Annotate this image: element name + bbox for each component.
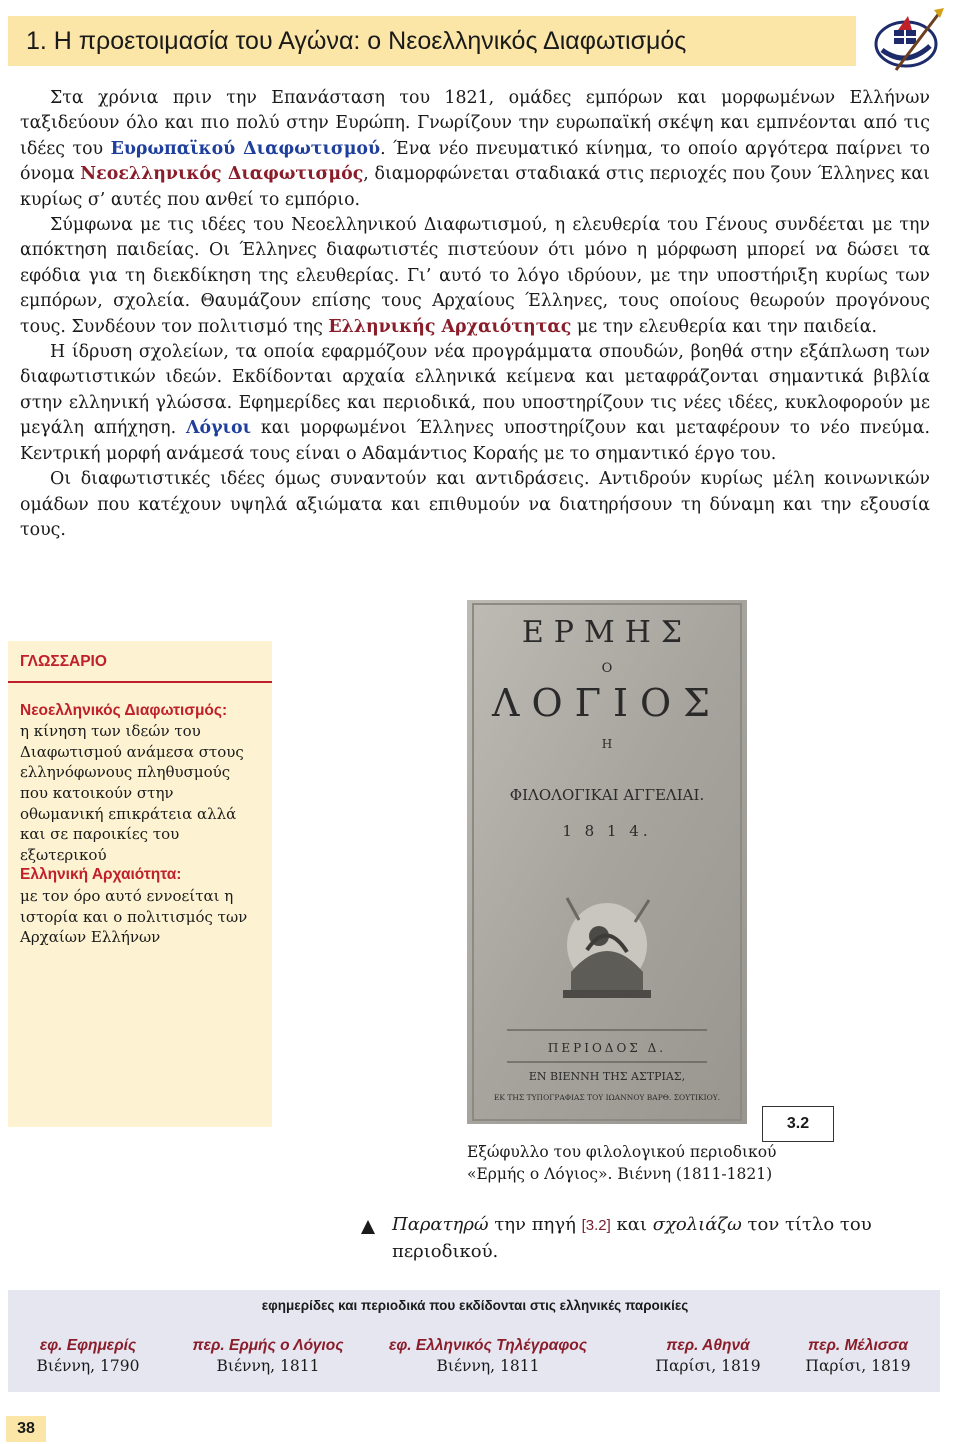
publications-heading: εφημερίδες και περιοδικά που εκδίδονται στις ελληνικές παροικίες bbox=[261, 1298, 689, 1313]
publication-item bbox=[788, 1336, 928, 1376]
cover-year: 1 8 1 4. bbox=[562, 822, 652, 840]
keyword-european-enlightenment: Ευρωπαϊκού Διαφωτισμού bbox=[110, 138, 381, 159]
chapter-title: 1. Η προετοιμασία του Αγώνα: ο Νεοελληνικός Διαφωτισμός bbox=[26, 27, 687, 55]
figure-caption: Εξώφυλλο του φιλολογικού περιοδικού «Ερμής ο Λόγιος». Βιέννη (1811-1821) bbox=[467, 1143, 777, 1183]
cover-title-hermes: ΕΡΜΗΣ bbox=[521, 615, 693, 650]
cover-article: Ο bbox=[601, 661, 613, 676]
page-number: 38 bbox=[6, 1416, 46, 1442]
cover-subtitle: ΦΙΛΟΛΟΓΙΚΑΙ ΑΓΓΕΛΙΑΙ. bbox=[509, 786, 705, 804]
glossary-box bbox=[8, 641, 272, 1127]
publication-place: Παρίσι, 1819 bbox=[805, 1357, 911, 1375]
publication-name: περ. Ερμής ο Λόγιος bbox=[192, 1337, 344, 1354]
glossary-definition: με τον όρο αυτό εννοείται η ιστορία και ο πολιτισμός των Αρχαίων Ελλήνων bbox=[20, 886, 248, 947]
publication-place: Παρίσι, 1819 bbox=[655, 1357, 761, 1375]
triangle-up-icon bbox=[360, 1217, 376, 1243]
cover-title-logios: ΛΟΓΙΟΣ bbox=[492, 681, 722, 725]
magazine-cover-image bbox=[467, 600, 747, 1124]
paragraph-2: Σύμφωνα με τις ιδέες του Νεοελληνικού Διαφωτισμού, η ελευθερία του Γένους συνδέεται με την απόκτηση παιδείας. Οι Έλληνες διαφωτιστές πιστεύουν ότι μόνο η μόρφωση μπορεί να δώσει τα εφόδια για τη διεκδίκηση της ελευθερίας. Γι’ αυτό το λόγο ιδρύουν, με την υποστήριξη κυρίως των εμπόρων, σχολεία. Θαυμάζουν επίσης τους Αρχαίους Έλληνες, τους οποίους θεωρούν προγόνους τους. Συνδέουν τον πολιτισμό της Ελληνικής Αρχαιότητας με την ελευθερία και την παιδεία. bbox=[20, 215, 930, 337]
glossary-term: Ελληνική Αρχαιότητα: bbox=[20, 866, 182, 884]
cover-printer: ΕΚ ΤΗΣ ΤΥΠΟΓΡΑΦΙΑΣ ΤΟΥ ΙΩΑΝΝΟΥ ΒΑΡΘ. ΣΟΥΤΙΚΙΟΥ. bbox=[493, 1093, 721, 1102]
publication-item bbox=[178, 1336, 358, 1376]
keyword-greek-antiquity: Ελληνικής Αρχαιότητας bbox=[328, 316, 572, 337]
publication-name: περ. Μέλισσα bbox=[808, 1337, 908, 1354]
figure-number-badge: 3.2 bbox=[762, 1106, 834, 1142]
cover-place: ΕΝ ΒΙΕΝΝΗ ΤΗΣ ΑΣΤΡΙΑΣ, bbox=[528, 1070, 686, 1083]
paragraph-3: Η ίδρυση σχολείων, τα οποία εφαρμόζουν νέα προγράμματα σπουδών, βοηθά στην εξάπλωση των διαφωτιστικών ιδεών. Εκδίδονται αρχαία ελληνικά κείμενα και μεταφράζονται σημαντικά βιβλία στην ελληνική γλώσσα. Εφημερίδες και περιοδικά, που υποστηρίζουν τις νέες ιδέες, κυκλοφορούν με μεγάλη απήχηση. Λόγιοι και μορφωμένοι Έλληνες υποστηρίζουν και μεταφέρουν το νέο πνεύμα. Κεντρική μορφή ανάμεσά τους είναι ο Αδαμάντιος Κοραής με το σημαντικό έργο του. bbox=[20, 342, 930, 464]
paragraph-4: Οι διαφωτιστικές ιδέες όμως συναντούν και αντιδράσεις. Αντιδρούν κυρίως μέλη κοινωνικών ομάδων που κατέχουν υψηλά αξιώματα και επιθυμούν να διατηρήσουν τη δύναμη και την εξουσία τους. bbox=[20, 469, 930, 540]
glossary-entry-2 bbox=[20, 865, 260, 947]
publication-place: Βιέννη, 1811 bbox=[436, 1357, 540, 1375]
publication-item bbox=[638, 1336, 778, 1376]
publication-name: περ. Αθηνά bbox=[666, 1337, 750, 1354]
chapter-header bbox=[8, 16, 856, 66]
publication-item bbox=[378, 1336, 598, 1376]
glossary-definition: η κίνηση των ιδεών του Διαφωτισμού ανάμεσα στους ελληνόφωνους πληθυσμούς που κατοικούν στην οθωμανική επικράτεια αλλά και σε παροικίες του εξωτερικού bbox=[20, 722, 244, 864]
keyword-scholars: Λόγιοι bbox=[185, 418, 251, 439]
cover-period: ΠΕΡΙΟΔΟΣ Δ. bbox=[547, 1041, 667, 1055]
cover-conjunction: Η bbox=[601, 737, 613, 751]
publication-name: εφ. Ελληνικός Τηλέγραφος bbox=[388, 1337, 588, 1354]
paragraph-1: Στα χρόνια πριν την Επανάσταση του 1821, ομάδες εμπόρων και μορφωμένων Ελλήνων ταξιδεύουν όλο και πιο πολύ στην Ευρώπη. Γνωρίζουν την ευρωπαϊκή σκέψη και εμπνέονται από τις ιδέες του Ευρωπαϊκού Διαφωτισμού. Ένα νέο πνευματικό κίνημα, το οποίο αργότερα παίρνει το όνομα Νεοελληνικός Διαφωτισμός, διαμορφώνεται σταδιακά στις περιοχές που ζουν Έλληνες και κυρίως σ’ αυτές που ανθεί το εμπόριο. bbox=[20, 88, 930, 210]
glossary-heading: ΓΛΩΣΣΑΡΙΟ bbox=[8, 641, 272, 683]
publication-item bbox=[18, 1336, 158, 1376]
glossary-term: Νεοελληνικός Διαφωτισμός: bbox=[20, 701, 228, 719]
keyword-modern-greek-enlightenment: Νεοελληνικός Διαφωτισμός bbox=[80, 164, 364, 185]
activity-text: Παρατηρώ την πηγή [3.2] και σχολιάζω τον τίτλο του περιοδικού. bbox=[392, 1214, 872, 1262]
main-text bbox=[20, 86, 930, 543]
figure-reference-link[interactable]: [3.2] bbox=[581, 1217, 611, 1234]
publication-place: Βιέννη, 1811 bbox=[216, 1357, 320, 1375]
ship-emblem-icon bbox=[868, 6, 948, 76]
publication-place: Βιέννη, 1790 bbox=[36, 1357, 140, 1375]
glossary-entry-1 bbox=[20, 701, 260, 866]
activity-prompt bbox=[360, 1212, 920, 1265]
publication-name: εφ. Εφημερίς bbox=[39, 1337, 137, 1354]
publications-list bbox=[8, 1336, 940, 1384]
